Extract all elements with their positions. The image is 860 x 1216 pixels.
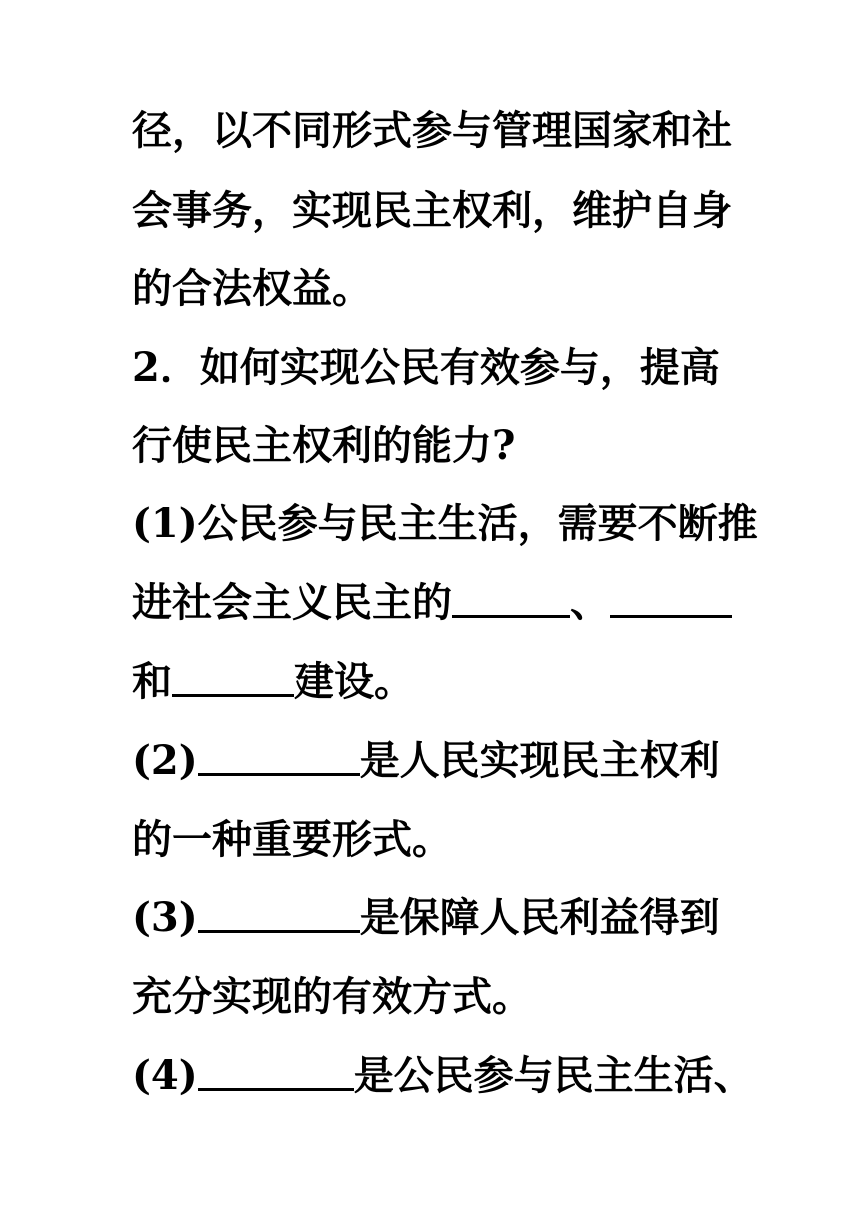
- item-1-line-1: (1)公民参与民主生活，需要不断推: [132, 500, 758, 547]
- text-line-3: 的合法权益。: [132, 265, 372, 312]
- fill-blank-5[interactable]: [198, 890, 360, 933]
- item-3-line-2: 充分实现的有效方式。: [132, 973, 532, 1020]
- item-3-text: 是保障人民利益得到: [359, 894, 720, 941]
- separator-mark: 、: [570, 579, 610, 626]
- item-2-line-2: 的一种重要形式。: [132, 816, 452, 863]
- fill-blank-1[interactable]: [452, 575, 570, 618]
- question-2-line-2: 行使民主权利的能力?: [132, 422, 516, 469]
- item-4-number: (4): [132, 1052, 198, 1099]
- item-2-text: 是人民实现民主权利: [359, 737, 720, 784]
- text-line-1: 径，以不同形式参与管理国家和社: [132, 107, 732, 154]
- item-2-line-1: [132, 731, 732, 791]
- item-4-text: 是公民参与民主生活、: [353, 1052, 754, 1099]
- item-3-line-1: [132, 888, 732, 948]
- item-1-line-2: [132, 573, 732, 633]
- item-1-line-3: [132, 652, 732, 712]
- fill-blank-6[interactable]: [198, 1048, 354, 1091]
- fill-blank-2[interactable]: [610, 575, 732, 618]
- item-1-line-2-text: 进社会主义民主的: [132, 579, 452, 626]
- fill-blank-4[interactable]: [198, 733, 360, 776]
- question-2-line-1: 2．如何实现公民有效参与，提高: [132, 344, 720, 391]
- item-4-line-1: [132, 1046, 754, 1106]
- text-line-2: 会事务，实现民主权利，维护自身: [132, 187, 732, 234]
- item-2-number: (2): [132, 737, 198, 784]
- item-3-number: (3): [132, 894, 198, 941]
- item-1-line-3-post: 建设。: [294, 658, 414, 705]
- fill-blank-3[interactable]: [172, 654, 294, 697]
- item-1-line-3-pre: 和: [132, 658, 172, 705]
